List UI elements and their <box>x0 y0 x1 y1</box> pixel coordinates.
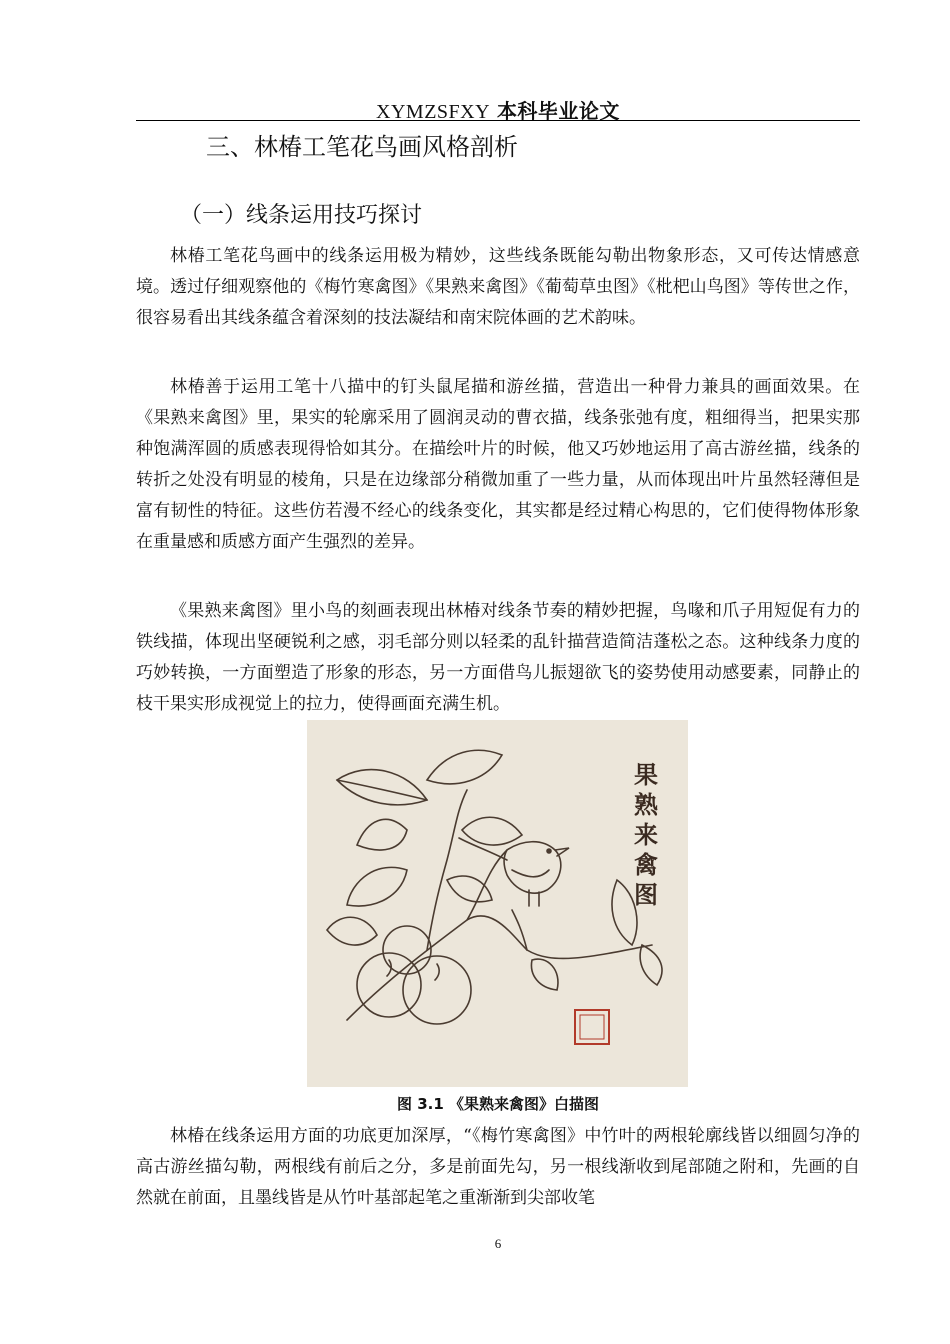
paragraph: 《果熟来禽图》里小鸟的刻画表现出林椿对线条节奏的精妙把握，鸟喙和爪子用短促有力的铁线描，体现出坚硬锐利之感，羽毛部分则以轻柔的乱针描营造简洁蓬松之态。这种线条力度的巧妙转换，一方面塑造了形象的形态，另一方面借鸟儿振翅欲飞的姿势使用动感要素，同静止的枝干果实形成视觉上的拉力，使得画面充满生机。 <box>136 601 860 714</box>
paragraph: 林椿工笔花鸟画中的线条运用极为精妙，这些线条既能勾勒出物象形态，又可传达情感意境。透过仔细观察他的《梅竹寒禽图》《果熟来禽图》《葡萄草虫图》《枇杷山鸟图》等传世之作，很容易看出其线条蕴含着深刻的技法凝结和南宋院体画的艺术韵味。 <box>136 246 860 328</box>
figure-caption: 图 3.1 《果熟来禽图》白描图 <box>396 1095 600 1113</box>
header-code: XYMZSFXY <box>376 101 491 123</box>
section-title: 三、林椿工笔花鸟画风格剖析 <box>206 133 518 161</box>
header-rule <box>136 120 860 121</box>
subsection-title: （一）线条运用技巧探讨 <box>180 203 423 228</box>
paragraph: 林椿在线条运用方面的功底更加深厚，“《梅竹寒禽图》中竹叶的两根轮廓线皆以细圆匀净的高古游丝描勾勒，两根线有前后之分，多是前面先勾，另一根线渐收到尾部随之附和，先画的自然就在前面，且墨线皆是从竹叶基部起笔之重渐渐到尖部收笔 <box>136 1126 860 1208</box>
page-number: 6 <box>494 1236 502 1251</box>
figure-inscription: 果熟来禽图 <box>629 762 659 912</box>
header-title: 本科毕业论文 <box>496 99 620 123</box>
paragraph: 林椿善于运用工笔十八描中的钉头鼠尾描和游丝描，营造出一种骨力兼具的画面效果。在《果熟来禽图》里，果实的轮廓采用了圆润灵动的曹衣描，线条张弛有度，粗细得当，把果实那种饱满浑圆的质感表现得恰如其分。在描绘叶片的时候，他又巧妙地运用了高古游丝描，线条的转折之处没有明显的棱角，只是在边缘部分稍微加重了一些力量，从而体现出叶片虽然轻薄但是富有韧性的特征。这些仿若漫不经心的线条变化，其实都是经过精心构思的，它们使得物体形象在重量感和质感方面产生强烈的差异。 <box>136 377 860 552</box>
figure-line-drawing <box>307 720 688 1087</box>
